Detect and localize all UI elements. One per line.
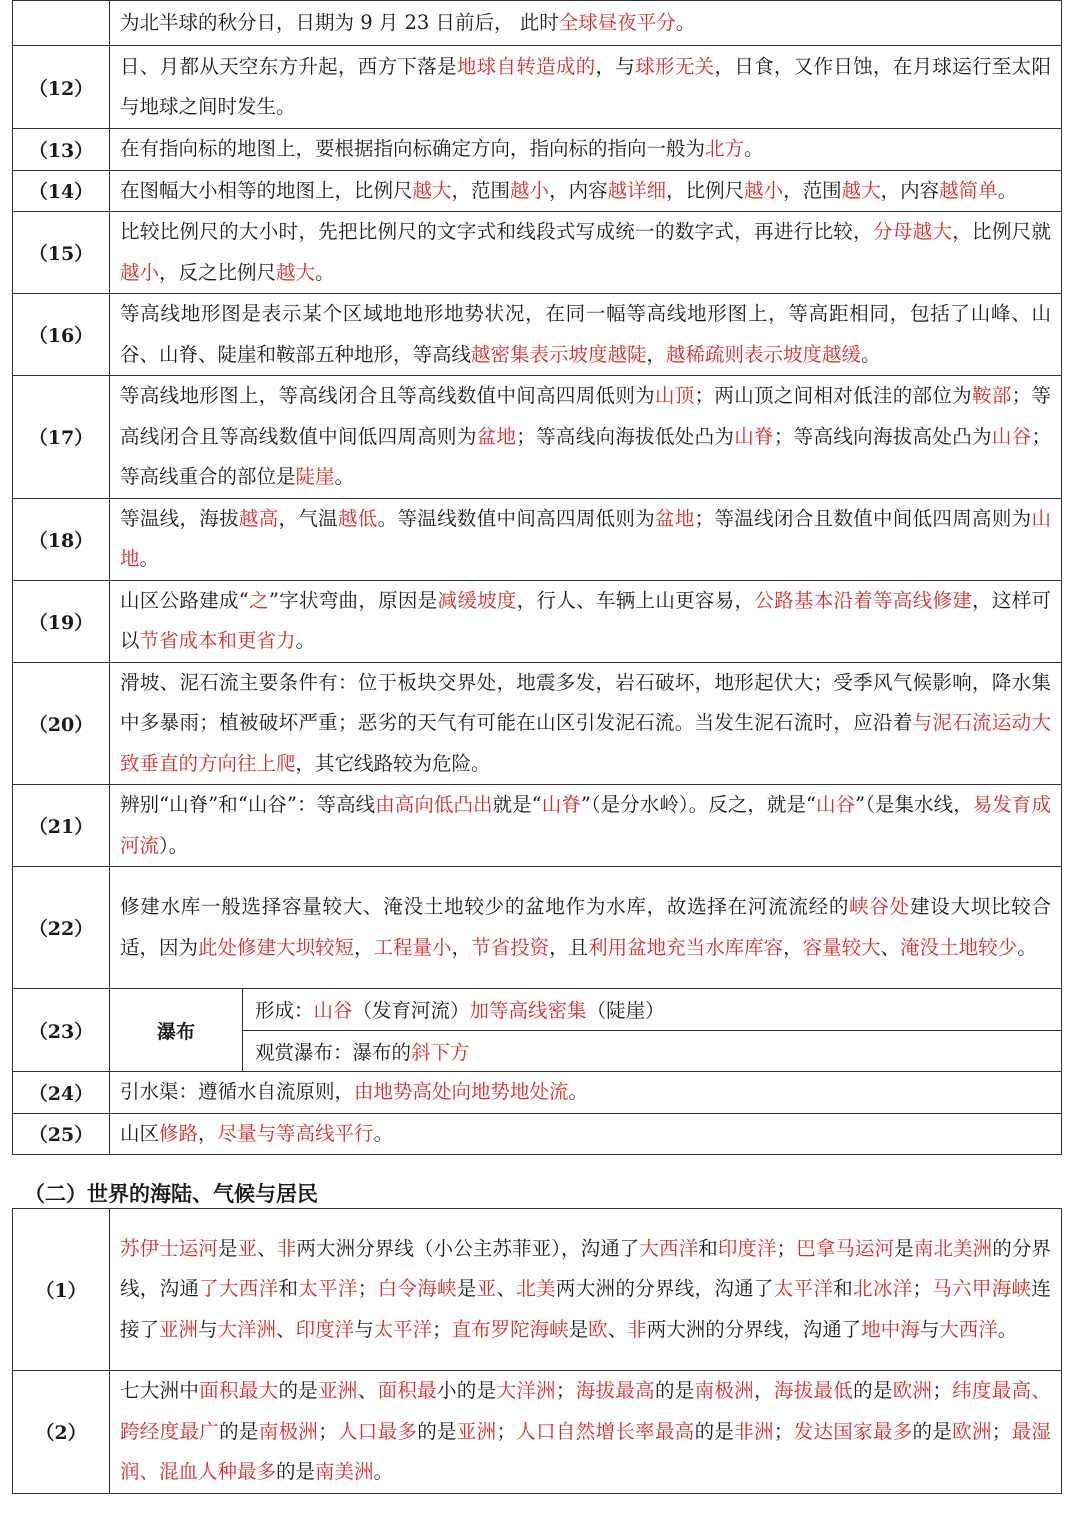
table-row — [13, 1113, 1062, 1155]
highlight-text: 节省投资 — [471, 935, 550, 959]
highlight-text: 斜下方 — [411, 1040, 470, 1064]
table-row — [13, 1, 1062, 46]
row-content — [110, 498, 1062, 580]
knowledge-table-2 — [12, 1208, 1062, 1494]
highlight-text: 纬度最高、跨经度最广 — [120, 1379, 1051, 1443]
table-row — [13, 376, 1062, 499]
body-text: 、 — [496, 1277, 517, 1301]
table-row — [13, 1371, 1062, 1494]
table-row — [13, 867, 1062, 989]
body-text: ）。 — [159, 833, 189, 857]
body-text: ”（是分水岭）。反之，就是“ — [580, 793, 816, 816]
body-text: ，这样可以 — [120, 588, 1051, 652]
waterfall-viewing — [243, 1030, 1062, 1071]
highlight-text: 越大 — [412, 178, 452, 202]
row-number: （12） — [13, 46, 110, 129]
table-row — [13, 785, 1062, 867]
highlight-text: 面积最 — [377, 1379, 437, 1402]
row-content — [110, 1209, 1062, 1371]
body-text: （发育河流） — [352, 999, 470, 1023]
table-row — [13, 294, 1062, 376]
highlight-text: 此处修建大坝较短 — [198, 935, 355, 959]
highlight-text: 欧洲 — [952, 1419, 992, 1443]
highlight-text: 山谷 — [313, 999, 353, 1023]
highlight-text: 南极洲 — [694, 1379, 754, 1402]
highlight-text: 盆地 — [476, 424, 517, 448]
body-text: 两大洲分界线（小公主苏菲亚），沟通了 — [296, 1236, 640, 1260]
body-text: ； — [932, 1379, 952, 1402]
highlight-text: 人口自然增长率最高 — [515, 1419, 695, 1443]
body-text: 。 — [139, 547, 160, 570]
body-text: 日、月都从天空东方升起，西方下落是 — [120, 54, 457, 78]
highlight-text: 之 — [248, 588, 269, 612]
highlight-text: 山脊 — [541, 793, 581, 816]
highlight-text: 陡崖 — [295, 465, 335, 488]
highlight-text: 球形无关 — [635, 54, 715, 78]
highlight-text: 越密集表示坡度越陡 — [471, 342, 647, 366]
highlight-text: 山谷 — [816, 793, 856, 816]
highlight-text: 盆地 — [655, 506, 695, 530]
body-text: 滑坡、泥石流主要条件有：位于板块交界处，地震多发，岩石破坏，地形起伏大；受季风气候影响，降水集中多暴雨；植被破坏严重；恶劣的天气有可能在山区引发泥石流。当发生泥石流时，应沿着 — [120, 670, 1051, 734]
highlight-text: 加等高线密集 — [469, 999, 587, 1023]
body-text: 是 — [456, 1277, 477, 1301]
highlight-text: 峡谷处 — [849, 895, 910, 918]
highlight-text: 南北美洲 — [913, 1236, 993, 1260]
highlight-text: 非 — [276, 1236, 297, 1260]
body-text: 。 — [568, 1080, 589, 1103]
highlight-text: 越大 — [276, 260, 316, 284]
body-text: 的是 — [853, 1379, 893, 1402]
highlight-text: 与泥石流运动大致垂直的方向往上爬 — [120, 711, 1051, 775]
highlight-text: 最湿润、混血人种最多 — [120, 1419, 1051, 1483]
row-number: （13） — [13, 129, 110, 171]
waterfall-subtable-cell — [110, 989, 1062, 1072]
highlight-text: 了大西洋 — [199, 1277, 279, 1301]
highlight-text: 亚洲 — [159, 1317, 199, 1341]
row-number-cell — [13, 1, 110, 46]
row-number: （15） — [13, 212, 110, 294]
body-text: 的是 — [912, 1419, 953, 1443]
highlight-text: 马六甲海峡 — [932, 1277, 1032, 1301]
row-number: （14） — [13, 170, 110, 212]
body-text: 等温线，海拔 — [120, 506, 239, 530]
highlight-text: 易发育成河流 — [120, 793, 1051, 857]
highlight-text: 越小 — [744, 178, 784, 202]
body-text: ，内容 — [880, 178, 940, 202]
body-text: 的是 — [654, 1379, 695, 1402]
body-text: 小的是 — [437, 1379, 497, 1402]
body-text: ； — [555, 1379, 576, 1402]
body-text: ；等高线向海拔高处凸为 — [773, 424, 992, 448]
body-text: 两大洲的分界线，沟通了 — [646, 1317, 862, 1341]
highlight-text: 山谷 — [991, 424, 1032, 448]
body-text: 。 — [315, 260, 335, 284]
body-text: 。 — [744, 137, 764, 160]
body-text: 与 — [354, 1317, 374, 1341]
table-row — [13, 46, 1062, 129]
body-text: 是 — [894, 1236, 914, 1260]
body-text: ，内容 — [549, 178, 608, 202]
row-content — [110, 785, 1062, 867]
body-text: 引水渠：遵循水自流原则， — [120, 1080, 355, 1103]
body-text: 比较比例尺的大小时，先把比例尺的文字式和线段式写成统一的数字式，再进行比较， — [120, 220, 873, 243]
highlight-text: 山脊 — [734, 424, 774, 448]
highlight-text: 越小 — [120, 260, 160, 284]
highlight-text: 欧洲 — [892, 1379, 933, 1402]
table-row — [13, 212, 1062, 294]
highlight-text: 越低 — [337, 506, 378, 530]
body-text: ，其它线路较为危险。 — [295, 751, 491, 775]
body-text: 在有指向标的地图上，要根据指向标确定方向，指向标的指向一般为 — [120, 137, 706, 160]
body-text: 、 — [257, 1236, 277, 1260]
body-text: 。 — [373, 1121, 394, 1145]
highlight-text: 山地 — [120, 506, 1051, 570]
body-text: 山区公路建成“ — [120, 588, 249, 612]
waterfall-formation — [243, 989, 1062, 1030]
highlight-text: 越详细 — [607, 178, 667, 202]
highlight-text: 由高向低凸出 — [375, 793, 493, 816]
body-text: （陡崖） — [586, 999, 665, 1023]
highlight-text: 修路 — [159, 1121, 199, 1145]
highlight-text: 越稀疏则表示坡度越缓 — [666, 342, 862, 366]
body-text: 连接了 — [120, 1277, 1051, 1341]
body-text: 、 — [357, 1379, 378, 1402]
body-text: 和 — [698, 1236, 718, 1260]
row-content — [110, 580, 1062, 662]
body-text: ；两山顶之间相对低洼的部位为 — [694, 384, 972, 407]
body-text: ”字状弯曲，原因是 — [268, 588, 438, 612]
body-text: ，气温 — [278, 506, 338, 530]
row-number: （20） — [13, 662, 110, 785]
body-text: ； — [776, 1236, 797, 1260]
highlight-text: 亚洲 — [318, 1379, 358, 1402]
highlight-text: 鞍部 — [972, 384, 1012, 407]
highlight-text: 越简单 — [939, 178, 998, 202]
row-number: （19） — [13, 580, 110, 662]
row-number: （24） — [13, 1072, 110, 1114]
body-text: 七大洲中 — [120, 1379, 200, 1402]
highlight-text: 淹没土地较少 — [900, 935, 1018, 959]
row-number: （21） — [13, 785, 110, 867]
body-text: ，比例尺就 — [952, 220, 1051, 243]
highlight-text: 南美洲 — [315, 1460, 374, 1483]
body-text: ；等高线向海拔低处凸为 — [516, 424, 735, 448]
row-content — [110, 212, 1062, 294]
body-text: 。 — [675, 10, 696, 34]
row-content — [110, 129, 1062, 171]
body-text: ； — [496, 1419, 516, 1443]
highlight-text: 非洲 — [734, 1419, 774, 1443]
highlight-text: 山顶 — [654, 384, 695, 407]
body-text: 与 — [919, 1317, 940, 1341]
body-text: ，日食，又作日蚀，在月球运行至太阳与地球之间时发生。 — [120, 54, 1051, 118]
highlight-text: 越大 — [841, 178, 881, 202]
section-title: （二）世界的海陆、气候与居民 — [24, 1181, 318, 1206]
body-text: 观赏瀑布：瀑布的 — [255, 1040, 412, 1064]
highlight-text: 越高 — [238, 506, 279, 530]
body-text: 的是 — [694, 1419, 735, 1443]
body-text: 两大洲的分界线，沟通了 — [555, 1277, 774, 1301]
highlight-text: 容量较大 — [802, 935, 881, 959]
body-text: ，比例尺 — [666, 178, 745, 202]
table-row-waterfall — [13, 989, 1062, 1072]
body-text: ； — [991, 1419, 1012, 1443]
row-number: （22） — [13, 867, 110, 989]
highlight-text: 节省成本和更省力 — [139, 629, 296, 652]
row-number: （2） — [13, 1371, 110, 1494]
highlight-text: 印度洋 — [295, 1317, 355, 1341]
highlight-text: 公路基本沿着等高线修建 — [754, 588, 973, 612]
body-text: ，且 — [549, 935, 589, 959]
highlight-text: 利用盆地充当水库库容 — [588, 935, 784, 959]
highlight-text: 亚洲 — [456, 1419, 497, 1443]
row-number: （23） — [13, 989, 110, 1072]
row-content — [110, 376, 1062, 499]
highlight-text: 北冰洋 — [853, 1277, 913, 1301]
body-text: ，反之比例尺 — [159, 260, 277, 284]
body-text: 的是 — [278, 1379, 319, 1402]
row-number: （17） — [13, 376, 110, 499]
body-text: 的是 — [276, 1460, 316, 1483]
body-text: ； — [357, 1277, 378, 1301]
row-number: （25） — [13, 1113, 110, 1155]
highlight-text: 亚 — [476, 1277, 497, 1301]
highlight-text: 人口最多 — [337, 1419, 418, 1443]
body-text: 山区 — [120, 1121, 160, 1145]
highlight-text: 尽量与等高线平行 — [217, 1121, 374, 1145]
body-text: ； — [318, 1419, 338, 1443]
knowledge-table-1 — [12, 0, 1062, 1155]
body-text: 的分界线，沟通 — [120, 1236, 1051, 1301]
body-text: ； — [773, 1419, 794, 1443]
row-content — [110, 1072, 1062, 1114]
row-content — [110, 662, 1062, 785]
body-text: 。 — [373, 1460, 394, 1483]
table-row — [13, 1209, 1062, 1371]
highlight-text: 地中海 — [861, 1317, 920, 1341]
highlight-text: 分母越大 — [872, 220, 953, 243]
body-text: 。等温线数值中间高四周低则为 — [377, 506, 656, 530]
body-text: ，范围 — [451, 178, 511, 202]
highlight-text: 太平洋 — [298, 1277, 358, 1301]
row-number: （16） — [13, 294, 110, 376]
body-text: 为北半球的秋分日，日期为 9 月 23 日前后， 此时 — [120, 10, 559, 34]
body-text: 修建水库一般选择容量较大、淹没土地较少的盆地作为水库，故选择在河流流经的 — [120, 895, 850, 918]
table-row — [13, 580, 1062, 662]
body-text: ， — [451, 935, 472, 959]
body-text: 是 — [217, 1236, 238, 1260]
body-text: 、 — [880, 935, 901, 959]
highlight-text: 地球自转造成的 — [456, 54, 596, 78]
body-text: ”（是集水线， — [855, 793, 973, 816]
body-text: 。 — [997, 178, 1018, 202]
body-text: 在图幅大小相等的地图上，比例尺 — [120, 178, 413, 202]
highlight-text: 面积最大 — [199, 1379, 279, 1402]
highlight-text: 白令海峡 — [377, 1277, 457, 1301]
highlight-text: 苏伊士运河 — [120, 1236, 218, 1260]
body-text: ，范围 — [783, 178, 842, 202]
highlight-text: 海拔最高 — [575, 1379, 655, 1402]
body-text: 辨别“山脊”和“山谷”：等高线 — [120, 793, 376, 816]
highlight-text: 南极洲 — [258, 1419, 319, 1443]
highlight-text: 大西洋 — [639, 1236, 699, 1260]
body-text: 。 — [861, 342, 881, 366]
body-text: 建设大坝比较合适，因为 — [120, 895, 1051, 959]
body-text: ，与 — [595, 54, 636, 78]
highlight-text: 发达国家最多 — [793, 1419, 913, 1443]
highlight-text: 北方 — [705, 137, 745, 160]
row-content — [110, 867, 1062, 989]
row-content — [110, 46, 1062, 129]
table-row — [13, 129, 1062, 171]
waterfall-label: 瀑布 — [110, 989, 243, 1071]
highlight-text: 越小 — [510, 178, 550, 202]
body-text: ， — [646, 342, 667, 366]
row-content — [110, 1371, 1062, 1494]
highlight-text: 巴拿马运河 — [796, 1236, 895, 1260]
highlight-text: 工程量小 — [373, 935, 452, 959]
waterfall-subtable — [110, 989, 1061, 1071]
highlight-text: 大洋洲 — [496, 1379, 556, 1402]
body-text: 和 — [833, 1277, 854, 1301]
body-text: 。 — [997, 1317, 1018, 1341]
highlight-text: 印度洋 — [717, 1236, 777, 1260]
body-text: 和 — [278, 1277, 299, 1301]
highlight-text: 减缓坡度 — [437, 588, 517, 612]
body-text: ， — [354, 935, 374, 959]
table-row — [13, 498, 1062, 580]
row-number: （18） — [13, 498, 110, 580]
body-text: ；等高线闭合且等高线数值中间低四周高则为 — [120, 384, 1051, 448]
body-text: 、 — [607, 1317, 628, 1341]
row-number: （1） — [13, 1209, 110, 1371]
body-text: 与 — [198, 1317, 218, 1341]
highlight-text: 非 — [627, 1317, 647, 1341]
body-text: ； — [912, 1277, 932, 1301]
body-text: ， — [783, 935, 803, 959]
body-text: ； — [432, 1317, 452, 1341]
body-text: 、 — [276, 1317, 296, 1341]
body-text: 等高线地形图上，等高线闭合且等高线数值中间高四周低则为 — [120, 384, 655, 407]
table-row — [13, 662, 1062, 785]
body-text: ；等温线闭合且数值中间低四周高则为 — [694, 506, 1032, 530]
highlight-text: 太平洋 — [773, 1277, 834, 1301]
highlight-text: 全球昼夜平分 — [558, 10, 676, 34]
body-text: 的是 — [219, 1419, 259, 1443]
highlight-text: 大洋洲 — [217, 1317, 277, 1341]
body-text: 。 — [295, 629, 316, 652]
body-text: 。 — [334, 465, 355, 488]
body-text: 。 — [1017, 935, 1037, 959]
row-content — [110, 1113, 1062, 1155]
highlight-text: 北美 — [516, 1277, 556, 1301]
body-text: 是 — [568, 1317, 589, 1341]
row-content — [110, 1, 1062, 46]
highlight-text: 由地势高处向地势地处流 — [354, 1080, 569, 1103]
highlight-text: 直布罗陀海峡 — [451, 1317, 569, 1341]
highlight-text: 大西洋 — [939, 1317, 998, 1341]
body-text: 就是“ — [492, 793, 542, 816]
table-row — [13, 170, 1062, 212]
highlight-text: 太平洋 — [373, 1317, 433, 1341]
body-text: 形成： — [255, 999, 314, 1023]
table-row — [13, 1072, 1062, 1114]
row-content — [110, 170, 1062, 212]
highlight-text: 亚 — [237, 1236, 258, 1260]
body-text: ；等高线重合的部位是 — [120, 424, 1051, 488]
body-text: ，行人、车辆上山更容易， — [516, 588, 755, 612]
body-text: 等高线地形图是表示某个区域地地形地势状况，在同一幅等高线地形图上，等高距相同，包括了山峰、山谷、山脊、陡崖和鞍部五种地形，等高线 — [120, 302, 1051, 366]
highlight-text: 海拔最低 — [773, 1379, 854, 1402]
highlight-text: 欧 — [588, 1317, 608, 1341]
body-text: ， — [198, 1121, 218, 1145]
body-text: 的是 — [417, 1419, 457, 1443]
row-content — [110, 294, 1062, 376]
body-text: ， — [754, 1379, 774, 1402]
